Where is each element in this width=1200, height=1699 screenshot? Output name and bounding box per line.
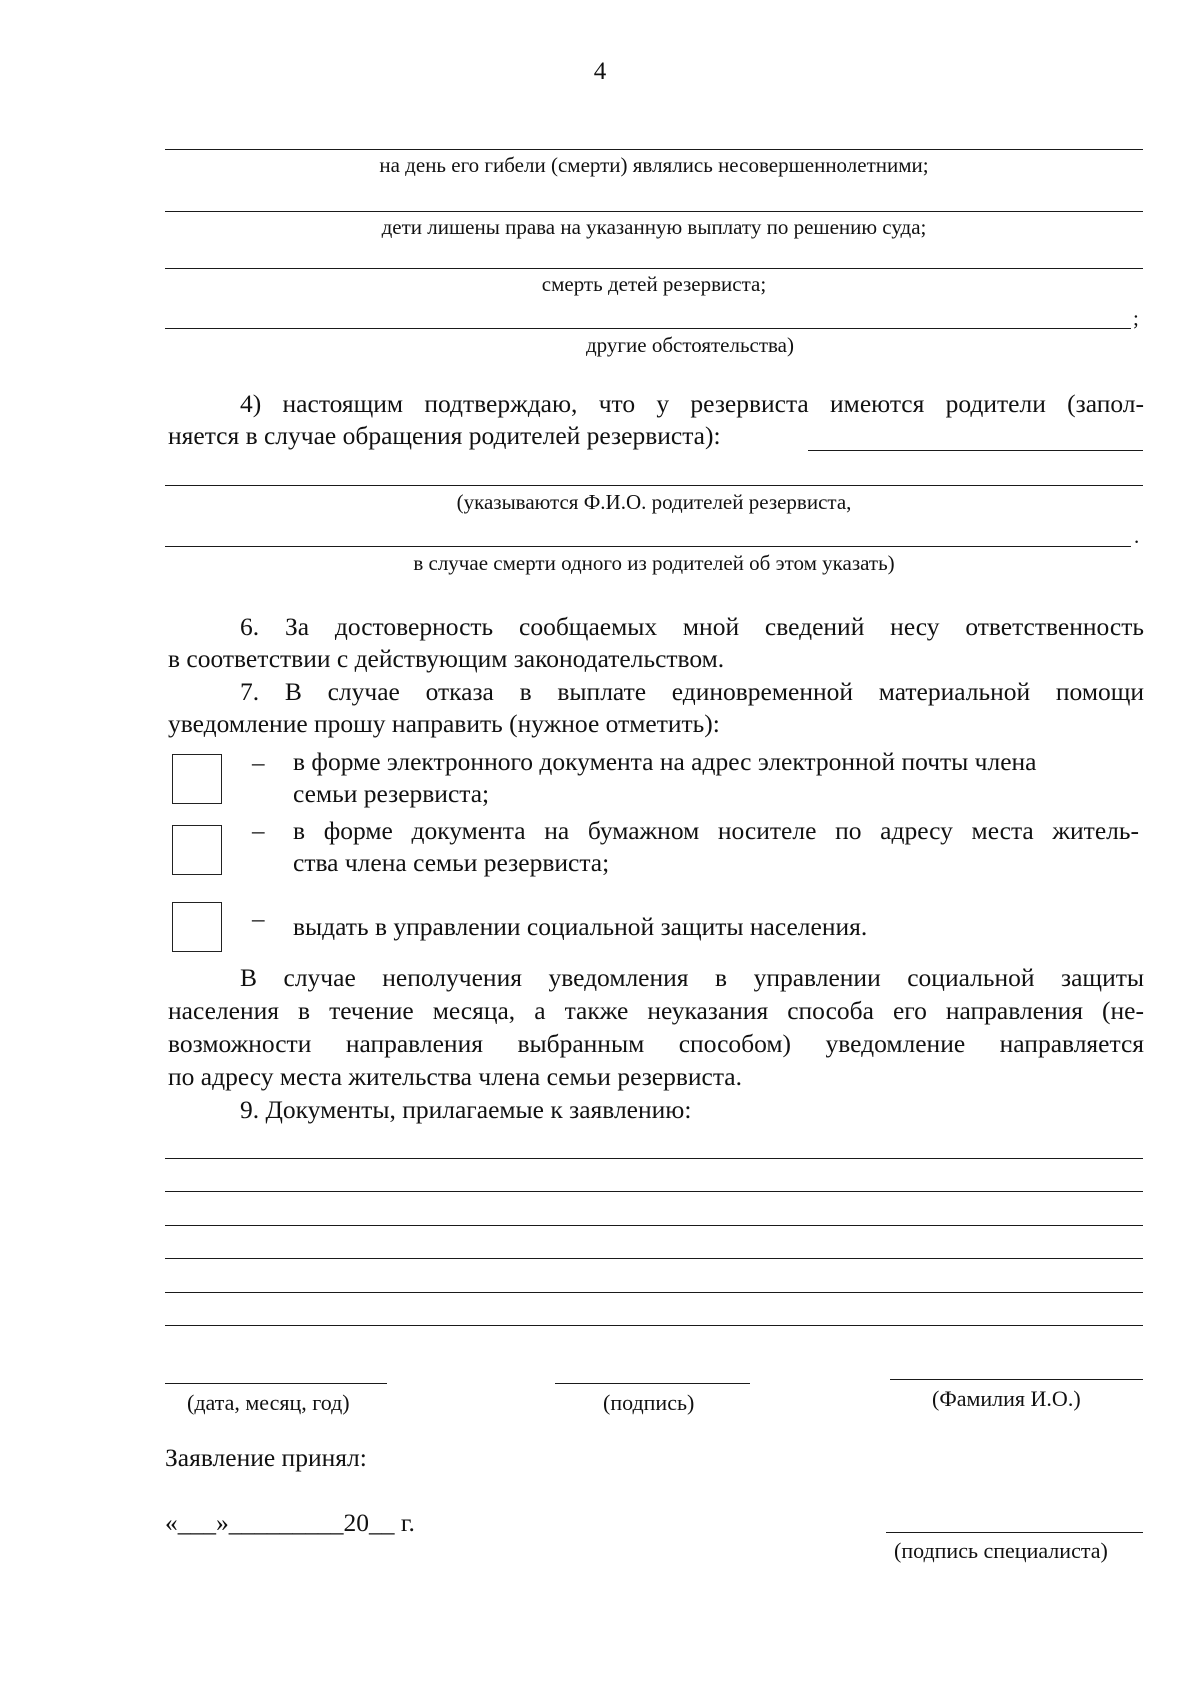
caption-parents-1: (указываются Ф.И.О. родителей резервиста, (456, 490, 852, 514)
caption-parents-2: в случае смерти одного из родителей об этом указать) (413, 551, 895, 575)
item6-line2: в соответствии с действующим законодательством. (168, 644, 725, 673)
date-label: (дата, месяц, год) (187, 1390, 350, 1415)
name-label: (Фамилия И.О.) (932, 1386, 1081, 1411)
item7-line1: 7. В случае отказа в выплате единовременной материальной помощи (240, 677, 1144, 706)
option-email-line2: семьи резервиста; (293, 779, 490, 808)
accepted-date[interactable]: «___»_________20__ г. (165, 1508, 415, 1537)
date-line[interactable] (165, 1383, 387, 1384)
caption-other: другие обстоятельства) (585, 333, 794, 357)
documents-line-5[interactable] (165, 1292, 1143, 1293)
documents-line-1[interactable] (165, 1158, 1143, 1159)
documents-line-6[interactable] (165, 1325, 1143, 1326)
option-paper-line1: в форме документа на бумажном носителе по адресу места житель- (293, 816, 1139, 845)
parents-dot: . (1134, 524, 1140, 548)
option-email-dash: – (252, 750, 265, 777)
fill-line-deprived (165, 211, 1143, 212)
checkbox-paper[interactable] (172, 825, 222, 875)
option-email-line1: в форме электронного документа на адрес электронной почты члена (293, 747, 1037, 776)
fill-line-other (165, 328, 1131, 329)
option-paper-dash: – (252, 818, 265, 845)
caption-death-children: смерть детей резервиста; (541, 272, 767, 296)
name-line[interactable] (890, 1379, 1143, 1380)
page-number: 4 (593, 58, 607, 85)
item9-title: 9. Документы, прилагаемые к заявлению: (240, 1095, 692, 1124)
other-semicolon: ; (1133, 306, 1139, 330)
notice-line4: по адресу места жительства члена семьи резервиста. (168, 1062, 742, 1091)
documents-line-2[interactable] (165, 1191, 1143, 1192)
specialist-label: (подпись специалиста) (894, 1538, 1108, 1563)
specialist-signature-line[interactable] (886, 1532, 1143, 1533)
signature-label: (подпись) (603, 1390, 695, 1415)
option-in-person-line1: выдать в управлении социальной защиты населения. (293, 912, 868, 941)
documents-line-3[interactable] (165, 1225, 1143, 1226)
fill-line-parents-inline (808, 450, 1143, 451)
signature-line[interactable] (555, 1383, 750, 1384)
notice-line1: В случае неполучения уведомления в управлении социальной защиты (240, 963, 1144, 992)
checkbox-email[interactable] (172, 754, 222, 804)
fill-line-parents-1 (165, 485, 1143, 486)
documents-line-4[interactable] (165, 1258, 1143, 1259)
option-in-person-dash: – (252, 906, 265, 933)
notice-line3: возможности направления выбранным способом) уведомление направляется (168, 1029, 1144, 1058)
fill-line-parents-2 (165, 546, 1131, 547)
notice-line2: населения в течение месяца, а также неуказания способа его направления (не- (168, 996, 1144, 1025)
item4-line2: няется в случае обращения родителей резервиста): (168, 421, 721, 450)
option-paper-line2: ства члена семьи резервиста; (293, 848, 610, 877)
accepted-title: Заявление принял: (165, 1443, 367, 1472)
item7-line2: уведомление прошу направить (нужное отметить): (168, 709, 720, 738)
checkbox-in-person[interactable] (172, 902, 222, 952)
fill-line-death-children (165, 268, 1143, 269)
item4-line1: 4) настоящим подтверждаю, что у резервиста имеются родители (запол- (240, 389, 1144, 418)
caption-deprived: дети лишены права на указанную выплату по решению суда; (381, 215, 927, 239)
item6-line1: 6. За достоверность сообщаемых мной сведений несу ответственность (240, 612, 1144, 641)
caption-minors: на день его гибели (смерти) являлись несовершеннолетними; (379, 153, 929, 177)
fill-line-minors (165, 149, 1143, 150)
